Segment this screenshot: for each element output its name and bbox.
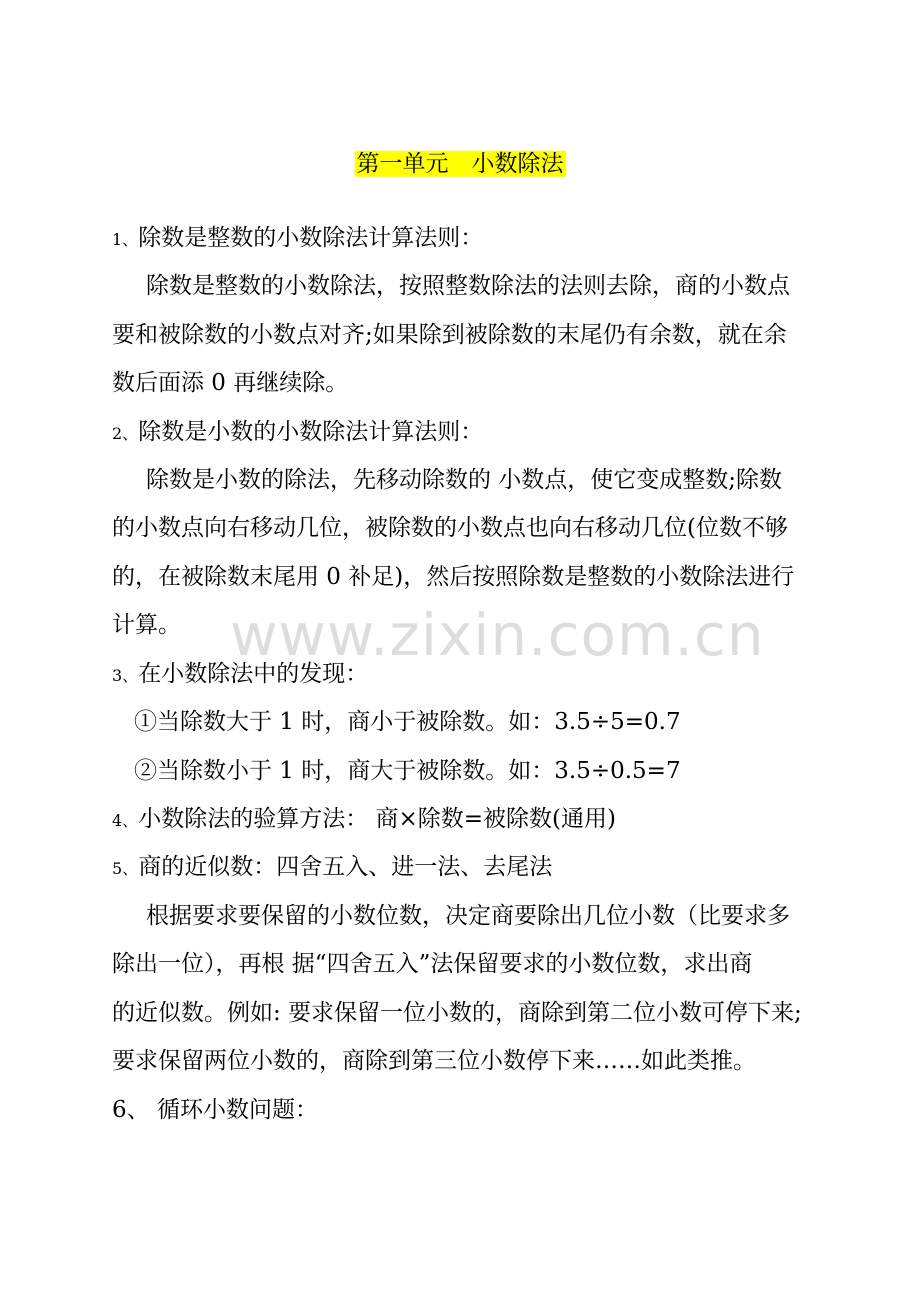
section-1-line-2: 要和被除数的小数点对齐;如果除到被除数的末尾仍有余数，就在余	[112, 322, 787, 348]
section-1-heading-text: 除数是整数的小数除法计算法则：	[138, 225, 484, 251]
section-4-number: 4、	[112, 811, 139, 830]
section-5-line-4: 要求保留两位小数的，商除到第三位小数停下来……如此类推。	[112, 1048, 756, 1074]
section-5-line-1: 根据要求要保留的小数位数，决定商要除出几位小数（比要求多	[146, 903, 790, 929]
section-6-heading	[112, 1094, 318, 1126]
section-1-line-1: 除数是整数的小数除法，按照整数除法的法则去除，商的小数点	[146, 273, 790, 299]
section-1-number: 1、	[112, 230, 139, 249]
section-2-line-2: 的小数点向右移动几位，被除数的小数点也向右移动几位(位数不够	[112, 515, 788, 541]
section-5-line-3: 的近似数。例如: 要求保留一位小数的，商除到第二位小数可停下来;	[112, 1000, 802, 1026]
section-6-heading-text: 循环小数问题：	[149, 1097, 318, 1123]
section-1-heading	[112, 222, 483, 256]
section-4-heading-text: 小数除法的验算方法： 商×除数=被除数(通用)	[138, 806, 616, 832]
section-6-number: 6、	[112, 1097, 150, 1123]
section-3-heading-text: 在小数除法中的发现：	[138, 661, 369, 687]
section-3-finding-2: ②当除数小于 1 时，商大于被除数。如：3.5÷0.5=7	[134, 758, 681, 784]
section-2-line-1: 除数是小数的除法，先移动除数的 小数点，使它变成整数;除数	[146, 467, 783, 493]
section-3-finding-1: ①当除数大于 1 时，商小于被除数。如：3.5÷5=0.7	[134, 709, 681, 735]
section-2-number: 2、	[112, 424, 139, 443]
section-5-number: 5、	[112, 859, 139, 878]
section-5-heading	[112, 851, 552, 885]
section-1-line-3: 数后面添 0 再继续除。	[112, 370, 349, 396]
section-2-line-4: 计算。	[112, 612, 181, 638]
watermark-text: www.zixin.com.cn	[230, 601, 765, 669]
section-3-number: 3、	[112, 666, 139, 685]
page-title	[0, 146, 920, 182]
page-title-text: 第一单元 小数除法	[356, 151, 564, 177]
section-5-line-2: 除出一位），再根 据“四舍五入”法保留要求的小数位数，求出商	[112, 951, 753, 977]
section-2-heading-text: 除数是小数的小数除法计算法则：	[138, 419, 484, 445]
section-2-line-3: 的，在被除数末尾用 0 补足)，然后按照除数是整数的小数除法进行	[112, 564, 795, 590]
section-2-heading	[112, 416, 483, 450]
section-5-heading-text: 商的近似数：四舍五入、进一法、去尾法	[138, 854, 553, 880]
section-4-heading	[112, 803, 616, 837]
